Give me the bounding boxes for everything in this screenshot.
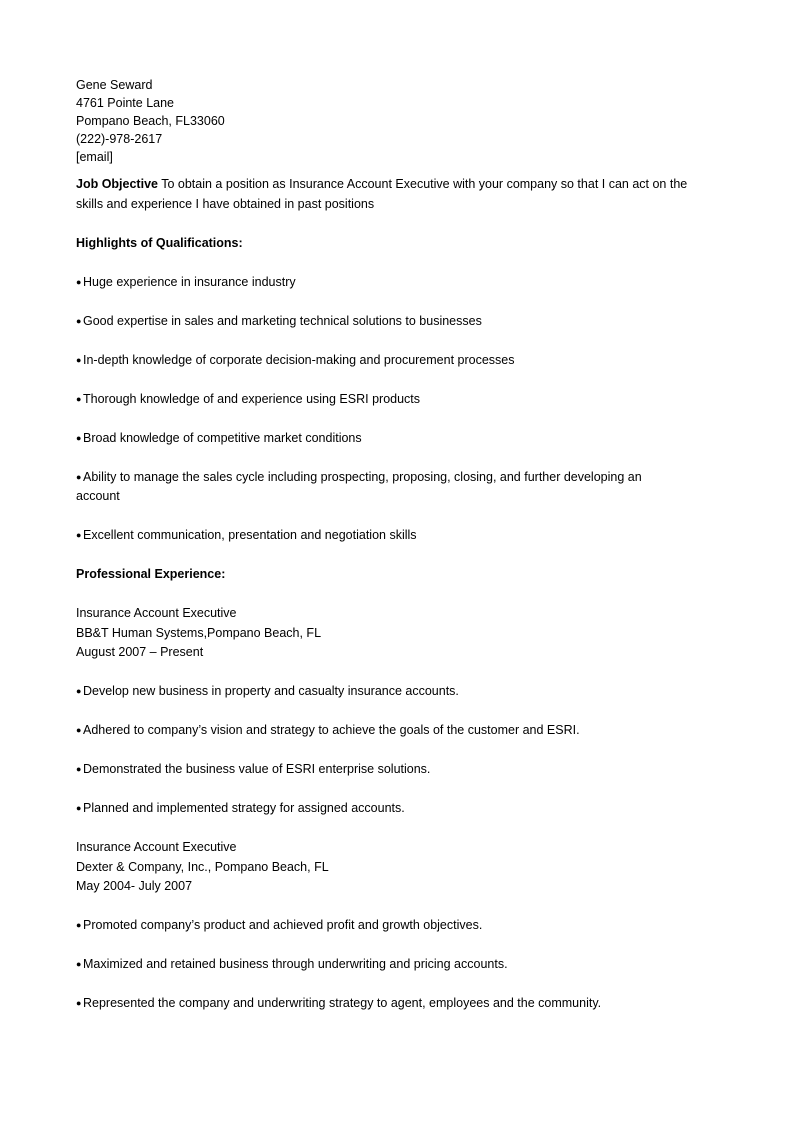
job-dates: August 2007 – Present	[76, 645, 204, 659]
job-title: Insurance Account Executive	[76, 606, 237, 620]
qualifications-heading: Highlights of Qualifications:	[76, 235, 243, 250]
job-title: Insurance Account Executive	[76, 840, 237, 854]
contact-email: [email]	[76, 150, 113, 164]
job-objective-text: To obtain a position as Insurance Account Executive with your company so that I can act on the skills and experience I have obtained in past positions	[76, 177, 688, 211]
contact-street: 4761 Pointe Lane	[76, 96, 175, 110]
bullet-icon: ●	[76, 393, 82, 404]
bullet-icon: ●	[76, 764, 82, 774]
job-company: Dexter & Company, Inc., Pompano Beach, FL	[76, 859, 329, 874]
job-objective-label: Job Objective	[76, 177, 158, 191]
bullet-icon: ●	[76, 315, 82, 326]
bullet-icon: ●	[76, 432, 82, 443]
resume-page	[76, 76, 716, 1014]
bullet-icon: ●	[76, 803, 82, 813]
bullet-icon: ●	[76, 471, 82, 482]
list-item: ● Represented the company and underwriting strategy to agent, employees and the community.	[76, 994, 676, 1014]
list-item: ● In-depth knowledge of corporate decision-making and procurement processes	[76, 351, 676, 371]
bullet-icon: ●	[76, 354, 82, 365]
job-entry	[76, 838, 716, 1014]
bullet-icon: ●	[76, 998, 82, 1008]
qualifications-list	[76, 253, 716, 546]
list-item: ● Planned and implemented strategy for assigned accounts.	[76, 799, 676, 819]
contact-phone: (222)-978-2617	[76, 132, 163, 146]
contact-name: Gene Seward	[76, 78, 153, 92]
list-item: ● Demonstrated the business value of ESRI enterprise solutions.	[76, 760, 676, 780]
bullet-icon: ●	[76, 276, 82, 287]
contact-block	[76, 76, 716, 166]
experience-heading: Professional Experience:	[76, 567, 226, 581]
job-entry	[76, 604, 716, 819]
list-item: ● Develop new business in property and casualty insurance accounts.	[76, 682, 676, 702]
job-objective	[76, 175, 706, 214]
list-item: ● Thorough knowledge of and experience using ESRI products	[76, 390, 676, 410]
list-item: ● Good expertise in sales and marketing technical solutions to businesses	[76, 312, 676, 332]
bullet-icon: ●	[76, 686, 82, 696]
bullet-icon: ●	[76, 920, 82, 930]
bullet-icon: ●	[76, 530, 82, 540]
bullet-icon: ●	[76, 959, 82, 969]
job-company: BB&T Human Systems,Pompano Beach, FL	[76, 625, 322, 640]
list-item: ● Excellent communication, presentation and negotiation skills	[76, 526, 676, 546]
contact-city: Pompano Beach, FL33060	[76, 114, 225, 128]
list-item: ● Broad knowledge of competitive market conditions	[76, 429, 676, 449]
list-item: ● Adhered to company’s vision and strategy to achieve the goals of the customer and ESRI.	[76, 721, 676, 741]
list-item: ● Promoted company’s product and achieved profit and growth objectives.	[76, 916, 676, 936]
list-item: ● Maximized and retained business through underwriting and pricing accounts.	[76, 955, 676, 975]
list-item: ● Huge experience in insurance industry	[76, 273, 676, 293]
bullet-icon: ●	[76, 725, 82, 735]
job-dates: May 2004- July 2007	[76, 879, 193, 893]
list-item: ● Ability to manage the sales cycle including prospecting, proposing, closing, and further developing an account	[76, 469, 642, 503]
